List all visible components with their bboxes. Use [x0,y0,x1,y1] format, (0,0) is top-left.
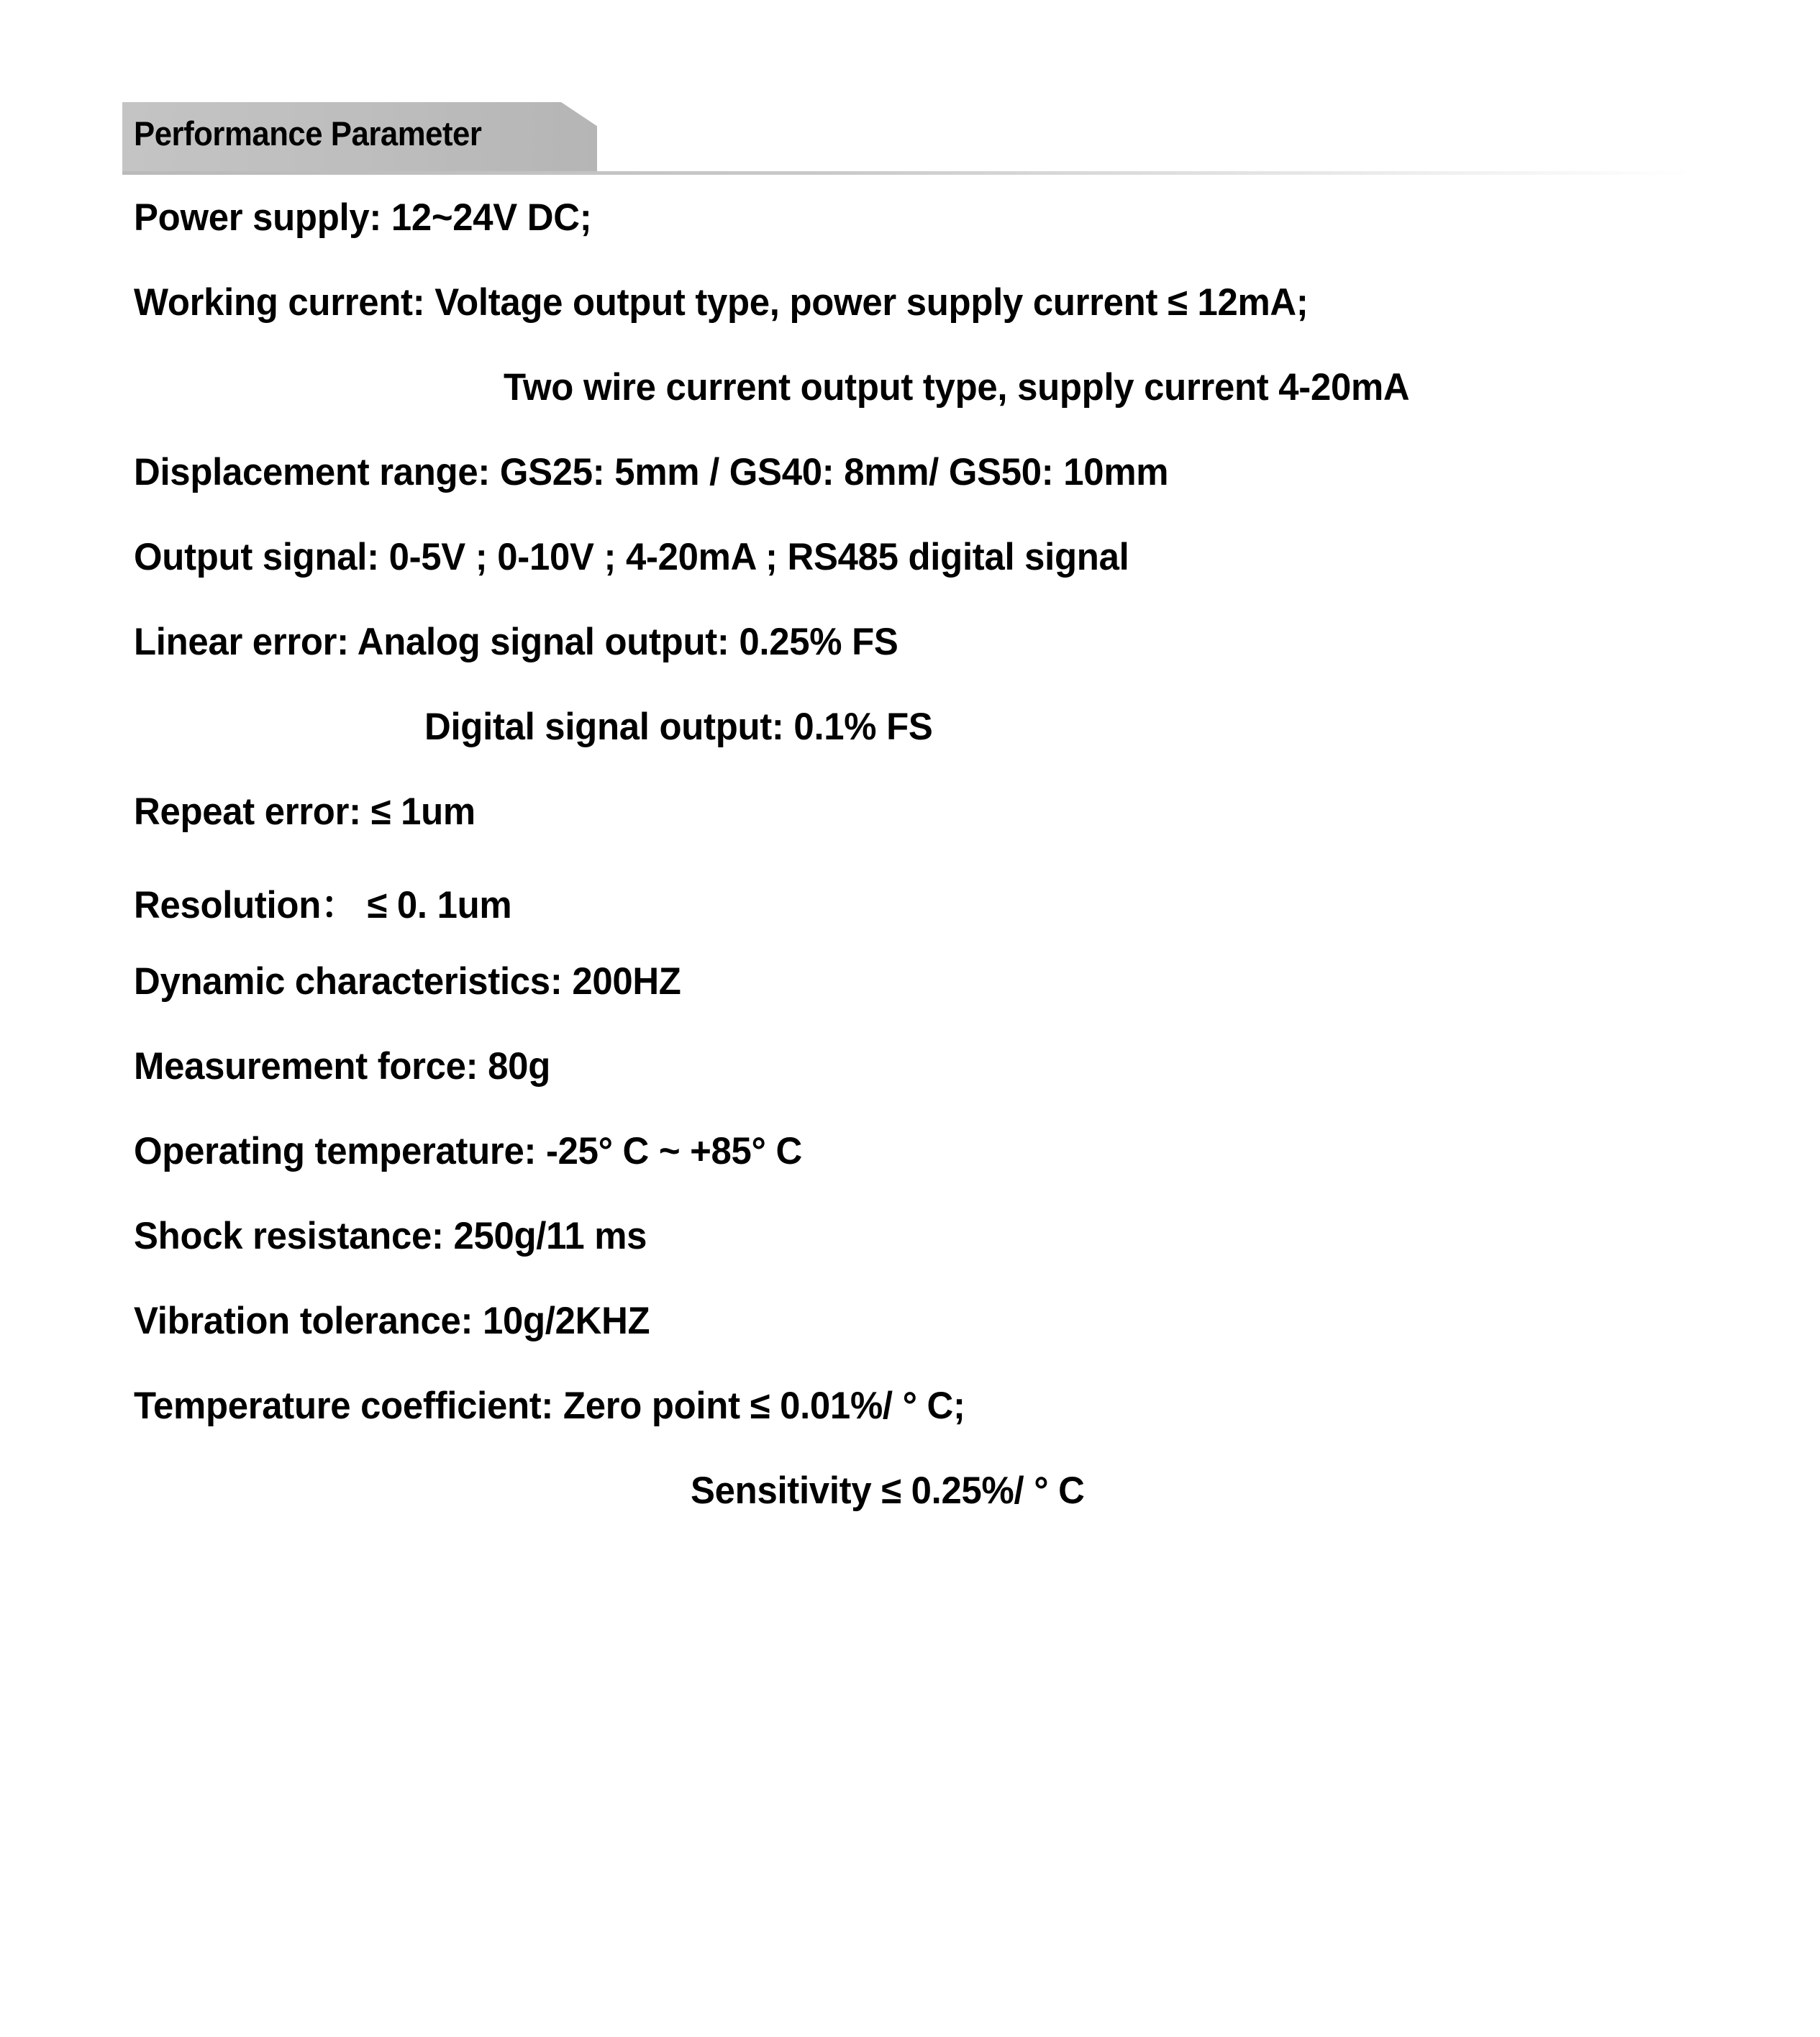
spec-row [0,859,1820,944]
spec-line: Sensitivity ≤ 0.25%/ ° C [691,1469,1085,1512]
spec-row [0,1283,1820,1368]
spec-line: Displacement range: GS25: 5mm / GS40: 8mm/ GS50: 10mm [134,451,1169,493]
spec-row [0,434,1820,519]
spec-line: Measurement force: 80g [134,1045,550,1088]
spec-line: Linear error: Analog signal output: 0.25% FS [134,621,898,663]
spec-line: Dynamic characteristics: 200HZ [134,960,681,1003]
spec-row [0,1368,1820,1453]
spec-line: Two wire current output type, supply current 4-20mA [504,366,1410,409]
section-header-rule [122,171,1691,175]
spec-row [0,1029,1820,1113]
specification-list [0,180,1820,1538]
spec-line: Digital signal output: 0.1% FS [424,706,933,748]
spec-row [0,180,1820,265]
spec-line: Temperature coefficient: Zero point ≤ 0.01%/ ° C; [134,1385,965,1427]
spec-row [0,1453,1820,1538]
spec-row [0,1113,1820,1198]
page-title: Performance Parameter [134,114,482,152]
spec-line: Working current: Voltage output type, power supply current ≤ 12mA; [134,281,1309,324]
section-header [0,50,1820,152]
spec-row [0,944,1820,1029]
spec-row [0,350,1820,434]
spec-row [0,265,1820,350]
spec-row [0,1198,1820,1283]
spec-line: Repeat error: ≤ 1um [134,790,476,833]
spec-line: Output signal: 0-5V ; 0-10V ; 4-20mA ; RS485 digital signal [134,536,1129,578]
spec-line: Power supply: 12~24V DC; [134,196,592,239]
spec-row [0,689,1820,774]
spec-row [0,519,1820,604]
spec-line: Operating temperature: -25° C ~ +85° C [134,1130,802,1172]
spec-line: Shock resistance: 250g/11 ms [134,1215,647,1257]
spec-line: Vibration tolerance: 10g/2KHZ [134,1300,650,1342]
spec-line: Resolution： ≤ 0. 1um [134,884,512,926]
spec-row [0,604,1820,689]
spec-row [0,774,1820,859]
